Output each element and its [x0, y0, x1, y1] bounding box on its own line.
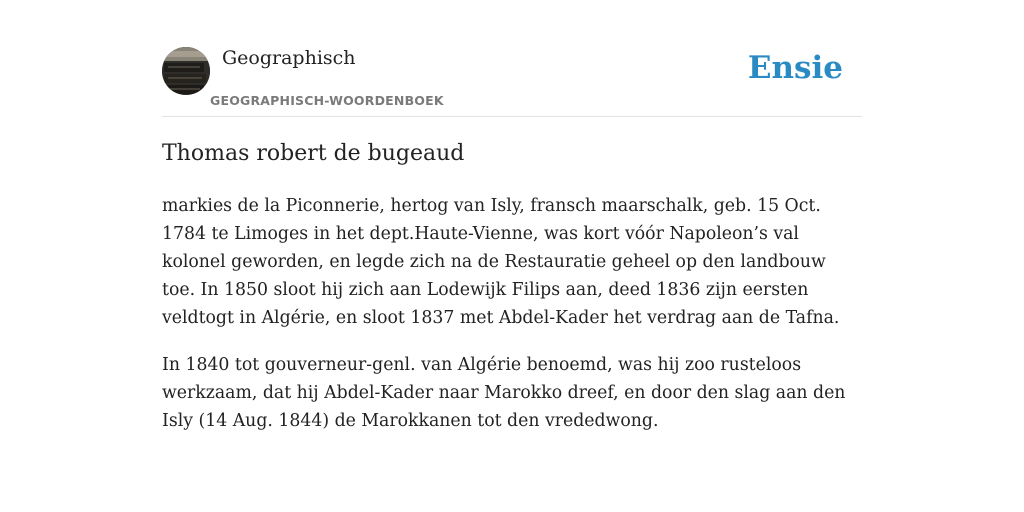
- avatar[interactable]: [162, 47, 210, 95]
- page: [162, 0, 862, 431]
- entry-paragraph: markies de la Piconnerie, hertog van Isly, fransch maarschalk, geb. 15 Oct. 1784 te Limoges in het dept.Haute-Vienne, was kort vóór Napoleon’s val kolonel geworden, en legde zich na de Restauratie geheel op den landbouw toe. In 1850 sloot hij zich aan Lodewijk Filips aan, deed 1836 zijn eersten veldtogt in Algérie, en sloot 1837 met Abdel-Kader het verdrag aan de Tafna.: [162, 196, 840, 328]
- book-stack-icon: [162, 47, 210, 95]
- source-title[interactable]: Geographisch: [222, 47, 356, 69]
- source-subtitle[interactable]: GEOGRAPHISCH-WOORDENBOEK: [210, 93, 444, 108]
- entry-body: [162, 192, 862, 454]
- header: [162, 0, 862, 117]
- entry-title: Thomas robert de bugeaud: [162, 141, 465, 166]
- entry-paragraph: In 1840 tot gouverneur-genl. van Algérie benoemd, was hij zoo rusteloos werkzaam, dat hij Abdel-Kader naar Marokko dreef, en door den slag aan den Isly (14 Aug. 1844) de Marokkanen tot den vrededwong.: [162, 355, 846, 431]
- brand-logo[interactable]: Ensie: [747, 50, 843, 86]
